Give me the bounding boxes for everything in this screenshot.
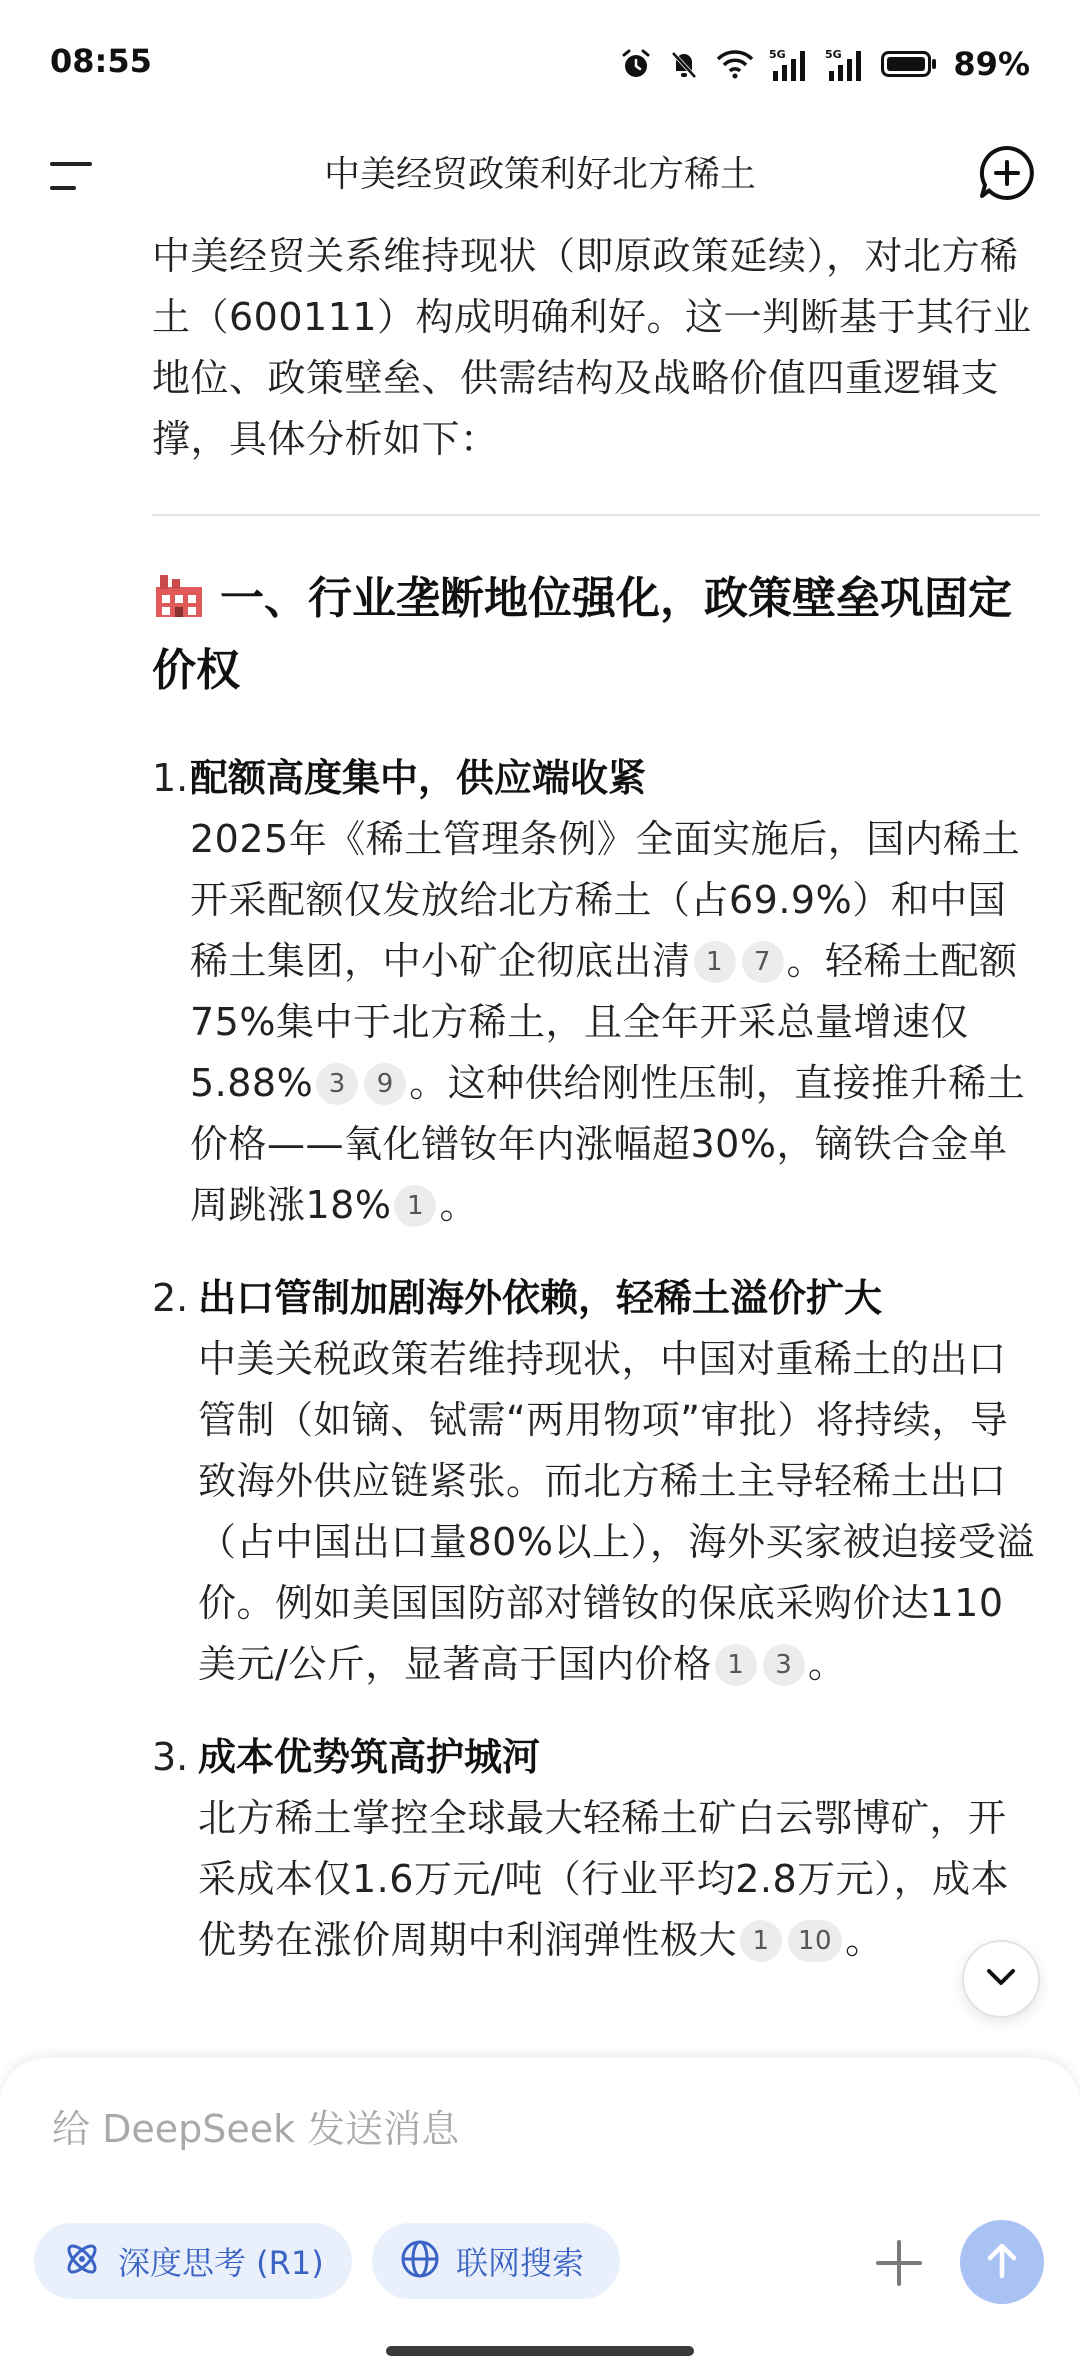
home-indicator[interactable] xyxy=(386,2346,694,2356)
body-text: 。 xyxy=(807,1642,847,1686)
web-search-label: 联网搜索 xyxy=(456,2244,585,2282)
wifi-icon xyxy=(715,48,755,80)
list-item xyxy=(152,748,1042,1236)
section-heading xyxy=(152,566,1042,704)
list-item xyxy=(152,1727,1042,1971)
body-text: 。 xyxy=(439,1183,478,1227)
citation-badge[interactable]: 7 xyxy=(742,941,784,983)
citation-badge[interactable]: 1 xyxy=(740,1920,782,1962)
citation-badge[interactable]: 9 xyxy=(364,1063,406,1105)
citation-badge[interactable]: 3 xyxy=(316,1063,358,1105)
list-item-heading: 成本优势筑高护城河 xyxy=(198,1735,541,1779)
chevron-down-icon xyxy=(983,1965,1019,1993)
body-text: 2025年《稀土管理条例》全面实施后，国内稀土开采配额仅发放给北方稀土（占69.9%）和中国稀土集团，中小矿企彻底出清 xyxy=(190,817,1021,983)
list-number: 1. xyxy=(152,756,189,800)
svg-text:5G: 5G xyxy=(769,48,787,61)
5g-signal-icon xyxy=(825,47,867,81)
plus-icon xyxy=(874,2273,924,2292)
citation-badge[interactable]: 1 xyxy=(694,941,736,983)
status-time: 08:55 xyxy=(50,42,152,80)
mute-icon xyxy=(667,47,701,81)
chat-header xyxy=(0,128,1080,218)
list-item-body xyxy=(190,809,1042,1236)
list-number: 3. xyxy=(152,1735,189,1779)
list-item-heading: 配额高度集中，供应端收紧 xyxy=(190,756,647,800)
intro-paragraph: 中美经贸关系维持现状（即原政策延续），对北方稀土（600111）构成明确利好。这一判断基于其行业地位、政策壁垒、供需结构及战略价值四重逻辑支撑，具体分析如下： xyxy=(152,234,1032,461)
alarm-icon xyxy=(619,47,653,81)
divider xyxy=(152,514,1040,516)
body-text: 中美关税政策若维持现状，中国对重稀土的出口管制（如镝、铽需“两用物项”审批）将持续，导致海外供应链紧张。而北方稀土主导轻稀土出口（占中国出口量80%以上），海外买家被迫接受溢价。例如美国国防部对镨钕的保底采购价达110美元/公斤，显著高于国内价格 xyxy=(198,1337,1035,1686)
atom-icon xyxy=(62,2239,102,2283)
arrow-up-icon xyxy=(980,2238,1024,2286)
list-item-heading: 出口管制加剧海外依赖，轻稀土溢价扩大 xyxy=(198,1276,883,1320)
message-content xyxy=(152,226,1042,2056)
message-input[interactable]: 给 DeepSeek 发送消息 xyxy=(52,2107,460,2151)
list-item xyxy=(152,1268,1042,1695)
web-search-button[interactable] xyxy=(372,2223,620,2299)
deep-think-button[interactable] xyxy=(34,2223,352,2299)
globe-icon xyxy=(400,2239,440,2283)
composer xyxy=(0,2058,1080,2376)
list-item-body xyxy=(198,1788,1042,1971)
body-text: 。轻稀土配额75%集中于北方稀土，且全年开采总量增速仅5.88% xyxy=(190,939,1018,1105)
5g-signal-icon xyxy=(769,47,811,81)
factory-icon xyxy=(152,571,206,638)
send-button[interactable] xyxy=(960,2220,1044,2304)
scroll-down-button[interactable] xyxy=(962,1940,1040,2018)
body-text: 。这种供给刚性压制，直接推升稀土价格——氧化镨钕年内涨幅超30%，镝铁合金单周跳涨18% xyxy=(190,1061,1026,1227)
citation-badge[interactable]: 3 xyxy=(763,1644,805,1686)
body-text: 。 xyxy=(845,1918,884,1962)
section-title: 一、行业垄断地位强化，政策壁垒巩固定价权 xyxy=(152,573,1012,696)
chat-title: 中美经贸政策利好北方稀土 xyxy=(323,154,756,195)
citation-badge[interactable]: 1 xyxy=(715,1644,757,1686)
list-item-body xyxy=(198,1329,1042,1695)
deep-think-label: 深度思考 (R1) xyxy=(118,2244,324,2282)
new-chat-icon[interactable] xyxy=(978,144,1036,202)
list-number: 2. xyxy=(152,1276,189,1320)
status-icons xyxy=(619,44,1030,84)
citation-badge[interactable]: 10 xyxy=(788,1920,842,1962)
battery-icon xyxy=(881,50,937,78)
battery-percent: 89% xyxy=(953,45,1030,83)
citation-badge[interactable]: 1 xyxy=(394,1185,436,1227)
attach-button[interactable] xyxy=(874,2238,924,2288)
body-text: 北方稀土掌控全球最大轻稀土矿白云鄂博矿，开采成本仅1.6万元/吨（行业平均2.8万元），成本优势在涨价周期中利润弹性极大 xyxy=(198,1796,1010,1962)
svg-text:5G: 5G xyxy=(825,48,843,61)
status-bar xyxy=(0,0,1080,128)
